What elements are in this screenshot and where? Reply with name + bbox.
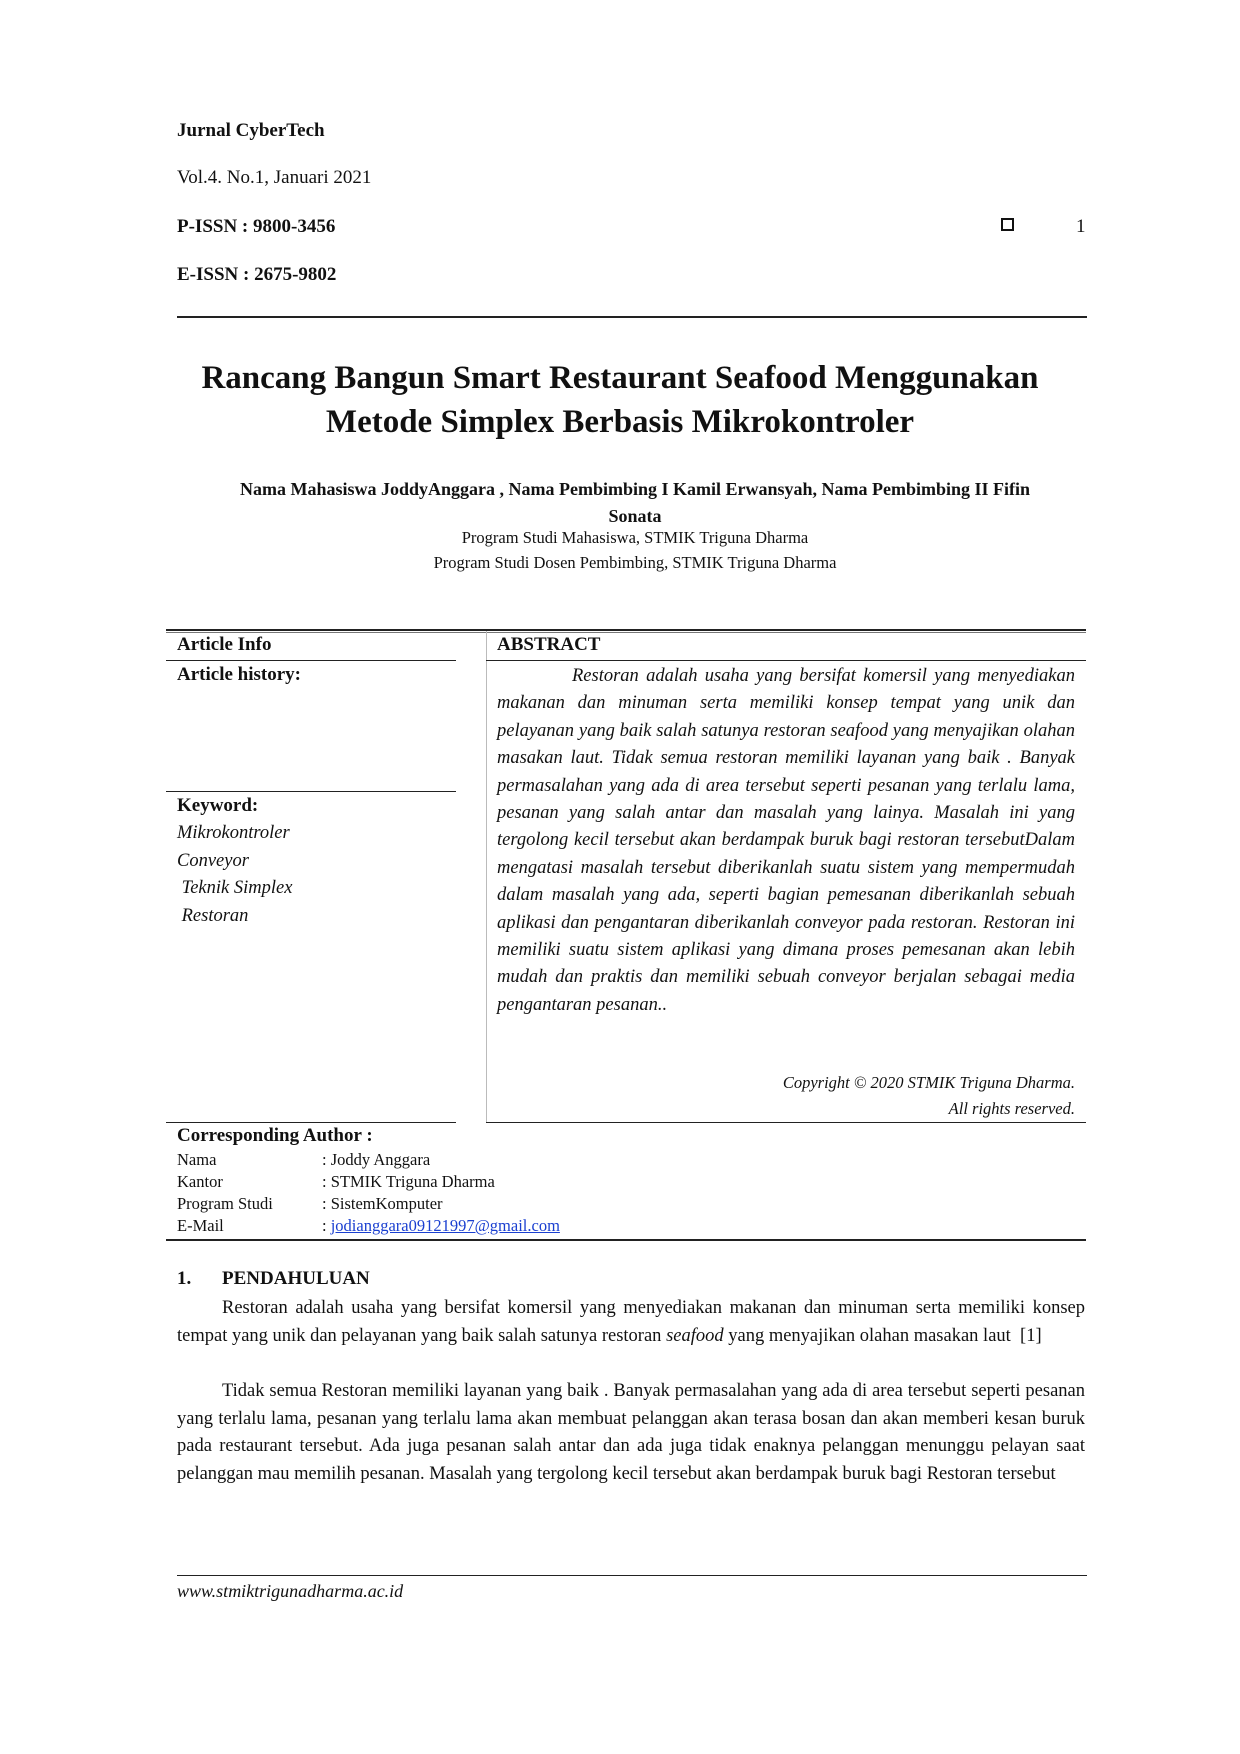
keyword-item: Teknik Simplex bbox=[177, 878, 293, 898]
article-history-rule bbox=[166, 791, 456, 792]
ca-email-prefix: : bbox=[322, 1216, 331, 1235]
abstract-text: Restoran adalah usaha yang bersifat komersil yang menyediakan makanan dan minuman serta memiliki konsep tempat yang unik dan pelayanan yang baik salah satunya restoran seafood yang menyajikan olahan masakan laut. Tidak semua restoran memiliki layanan yang baik . Banyak permasalahan yang ada di area tersebut seperti pesanan yang terlalu lama, pesanan yang salah antar dan masalah yang lainya. Masalah ini yang tergolong kecil tersebut akan berdampak buruk bagi restoran tersebutDalam mengatasi masalah tersebut diberikanlah suatu sistem yang mempermudah dalam masalah yang ada, seperti bagian pemesanan diberikanlah sebuah aplikasi dan pengantaran diberikanlah conveyor pada restoran. Restoran ini memiliki suatu sistem aplikasi yang dimana proses pemesanan akan lebih mudah dan praktis dan memiliki sebuah conveyor berjalan sebagai media pengantaran pesanan.. bbox=[497, 666, 1075, 1015]
ca-key-program-studi: Program Studi bbox=[177, 1194, 273, 1213]
corresponding-bottom-rule bbox=[166, 1239, 1086, 1241]
ca-value-program-studi: : SistemKomputer bbox=[322, 1194, 443, 1213]
info-top-rule bbox=[166, 629, 1086, 631]
article-info-heading: Article Info bbox=[177, 634, 272, 655]
paragraph-1-text-b: yang menyajikan olahan masakan laut [1] bbox=[723, 1325, 1042, 1346]
info-top-rule-thin bbox=[166, 632, 1086, 633]
corresponding-heading: Corresponding Author : bbox=[177, 1125, 373, 1146]
copyright-line-2: All rights reserved. bbox=[948, 1099, 1075, 1118]
ca-key-email: E-Mail bbox=[177, 1216, 224, 1235]
affiliation-2: Program Studi Dosen Pembimbing, STMIK Triguna Dharma bbox=[433, 553, 837, 572]
authors-line-1: Nama Mahasiswa JoddyAnggara , Nama Pembimbing I Kamil Erwansyah, Nama Pembimbing II Fifin bbox=[239, 479, 1031, 499]
authors bbox=[170, 476, 1100, 530]
paragraph-1 bbox=[177, 1295, 1085, 1350]
page-number: 1 bbox=[1076, 216, 1086, 237]
square-bullet-icon bbox=[1001, 218, 1014, 231]
keyword-item: Restoran bbox=[177, 906, 249, 926]
info-column-divider bbox=[486, 631, 487, 1123]
ca-key-nama: Nama bbox=[177, 1150, 217, 1169]
paper-title-line-1: Rancang Bangun Smart Restaurant Seafood Menggunakan bbox=[201, 360, 1039, 396]
footer-url[interactable]: www.stmiktrigunadharma.ac.id bbox=[177, 1581, 404, 1601]
journal-name: Jurnal CyberTech bbox=[177, 120, 325, 141]
affiliation-1: Program Studi Mahasiswa, STMIK Triguna Dharma bbox=[461, 528, 809, 547]
abstract-heading-rule bbox=[486, 660, 1086, 661]
ca-key-kantor: Kantor bbox=[177, 1172, 223, 1191]
header-divider bbox=[177, 316, 1087, 318]
ca-value-nama: : Joddy Anggara bbox=[322, 1150, 431, 1169]
paragraph-1-italic: seafood bbox=[666, 1325, 724, 1346]
article-history-label: Article history: bbox=[177, 664, 301, 685]
journal-volume: Vol.4. No.1, Januari 2021 bbox=[177, 167, 372, 188]
footer-rule bbox=[177, 1575, 1087, 1576]
corresponding-rule-left bbox=[166, 1122, 456, 1123]
section-number: 1. bbox=[177, 1268, 192, 1289]
ca-value-kantor: : STMIK Triguna Dharma bbox=[322, 1172, 495, 1191]
article-info-rule bbox=[166, 660, 456, 661]
keyword-label: Keyword: bbox=[177, 795, 259, 816]
abstract-heading: ABSTRACT bbox=[497, 634, 601, 655]
paper-title bbox=[180, 356, 1060, 444]
paragraph-1-text-a: Restoran adalah usaha yang bersifat komersil yang menyediakan makanan dan minuman serta memiliki konsep tempat yang unik dan pelayanan yang baik salah satunya restoran bbox=[177, 1298, 1085, 1346]
authors-line-2: Sonata bbox=[608, 506, 662, 526]
copyright-line-1: Copyright © 2020 STMIK Triguna Dharma. bbox=[782, 1073, 1075, 1092]
keyword-item: Conveyor bbox=[177, 851, 249, 871]
pissn: P-ISSN : 9800-3456 bbox=[177, 216, 336, 237]
ca-value-email bbox=[322, 1216, 560, 1236]
eissn: E-ISSN : 2675-9802 bbox=[177, 264, 337, 285]
keyword-item: Mikrokontroler bbox=[177, 823, 290, 843]
paragraph-2: Tidak semua Restoran memiliki layanan yang baik . Banyak permasalahan yang ada di area tersebut seperti pesanan yang terlalu lama, pesanan yang terlalu lama akan membuat pelanggan akan terasa bosan dan akan memberi kesan buruk pada restaurant tersebut. Ada juga pesanan salah antar dan ada juga tidak enaknya pelanggan menunggu pelayan saat pelanggan mau memilih pesanan. Masalah yang tergolong kecil tersebut akan berdampak buruk bagi Restoran tersebut bbox=[177, 1381, 1085, 1484]
paper-title-line-2: Metode Simplex Berbasis Mikrokontroler bbox=[325, 404, 915, 440]
email-link[interactable]: jodianggara09121997@gmail.com bbox=[330, 1216, 560, 1235]
corresponding-rule-right bbox=[486, 1122, 1086, 1123]
section-heading: PENDAHULUAN bbox=[222, 1268, 370, 1289]
